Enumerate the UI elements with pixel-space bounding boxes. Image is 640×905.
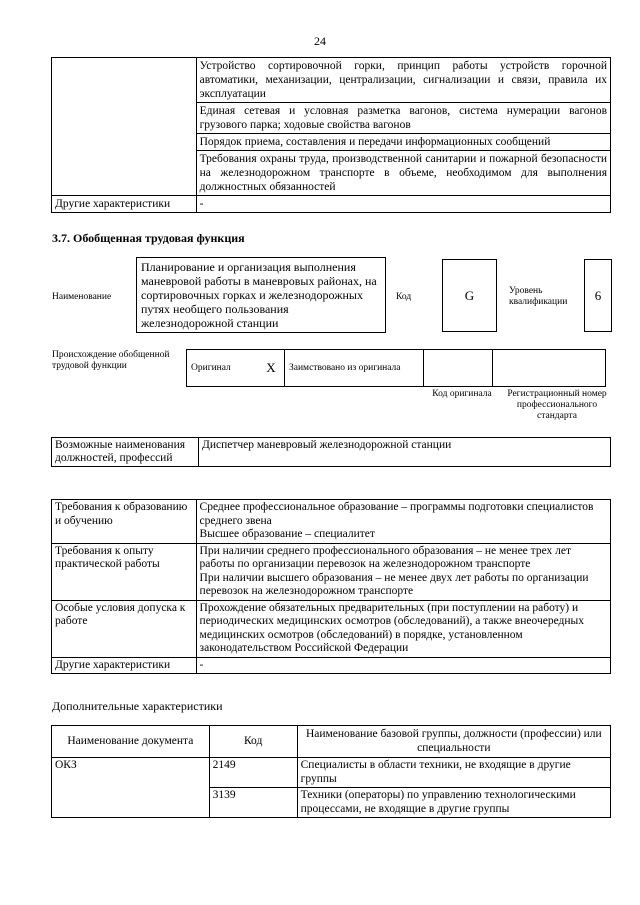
table-row [52,600,611,657]
extra-table [51,725,611,818]
borrowed-label: Заимствовано из оригинала [285,350,424,387]
requirement-line: При наличии высшего образования – не менее двух лет работы по организации перевозок на железнодорожном транспорте [199,571,589,597]
column-header: Наименование документа [52,726,210,758]
table-row [52,58,611,103]
row-label-cell [52,58,197,196]
knowledge-item: Устройство сортировочной горки, принцип работы устройств горочной автоматики, механизации, централизации, сигнализации и связи, правила их эксплуатации [196,58,610,103]
requirement-value [196,500,610,544]
code-original-cell [424,350,493,387]
group-name-cell: Техники (операторы) по управлению технологическими процессами, не входящие в другие группы [297,788,610,818]
requirement-label: Требования к опыту практической работы [52,543,197,600]
table-row [52,543,611,600]
requirement-value [196,543,610,600]
knowledge-item: Порядок приема, составления и передачи информационных сообщений [196,134,610,151]
code-cell: 3139 [209,788,297,818]
requirement-line: При наличии среднего профессионального образования – не менее трех лет работы по организации перевозок на железнодорожном транспорте [199,544,572,570]
table-row [52,657,611,674]
origin-table [186,349,606,387]
column-header: Код [209,726,297,758]
page-number: 24 [314,34,326,48]
origin-label: Происхождение обобщенной трудовой функции [52,350,170,371]
requirement-line: Высшее образование – специалитет [199,528,375,540]
column-header: Наименование базовой группы, должности (профессии) или специальности [297,726,610,758]
knowledge-item: Единая сетевая и условная разметка вагонов, система нумерации вагонов грузового парка; ходовые свойства вагонов [196,103,610,134]
table-header-row [52,726,611,758]
original-mark: X [258,350,285,387]
code-original-caption: Код оригинала [432,389,492,399]
level-label: Уровень квалификации [509,286,568,307]
requirements-table [51,499,611,674]
group-name-cell: Специалисты в области техники, не входящие в другие группы [297,758,610,788]
code-cell: 2149 [209,758,297,788]
table-row [52,196,611,213]
requirement-label: Требования к образованию и обучению [52,500,197,544]
code-label: Код [396,292,412,302]
knowledge-table [51,57,611,213]
table-row [187,350,606,387]
requirement-label: Особые условия допуска к работе [52,600,197,657]
function-name-box: Планирование и организация выполнения маневровой работы в маневровых районах, на сортировочных горках и железнодорожных путях необщего пользования железнодорожной станции [136,257,386,333]
name-label: Наименование [52,292,112,302]
positions-value: Диспетчер маневровый железнодорожной станции [199,438,611,467]
level-value-box: 6 [584,259,612,332]
requirement-line: Прохождение обязательных предварительных (при поступлении на работу) и периодических медицинских осмотров (обследований), а также внеочередных медицинских осмотров (обследований) в порядке, установленном законодательством Российской Федерации [199,601,585,654]
requirement-line: Среднее профессиональное образование – программы подготовки специалистов среднего звена [199,501,594,527]
requirement-label: Другие характеристики [52,657,197,674]
requirement-value [196,657,610,674]
other-label: Другие характеристики [52,196,197,213]
reg-number-caption: Регистрационный номер профессионального стандарта [507,389,607,421]
section-title: 3.7. Обобщенная трудовая функция [52,231,245,245]
doc-cell: ОКЗ [52,758,210,818]
code-value-box: G [442,259,497,332]
positions-table [51,437,611,467]
table-row [52,758,611,788]
requirement-value [196,600,610,657]
original-label: Оригинал [187,350,259,387]
knowledge-item: Требования охраны труда, производственной санитарии и пожарной безопасности на железнодорожном транспорте в объеме, необходимом для выполнения должностных обязанностей [196,151,610,196]
table-row [52,438,611,467]
extra-title: Дополнительные характеристики [52,699,223,713]
positions-label: Возможные наименования должностей, профессий [52,438,199,467]
reg-number-cell [493,350,606,387]
other-value: - [196,196,610,213]
requirement-line: - [199,658,204,671]
table-row [52,500,611,544]
